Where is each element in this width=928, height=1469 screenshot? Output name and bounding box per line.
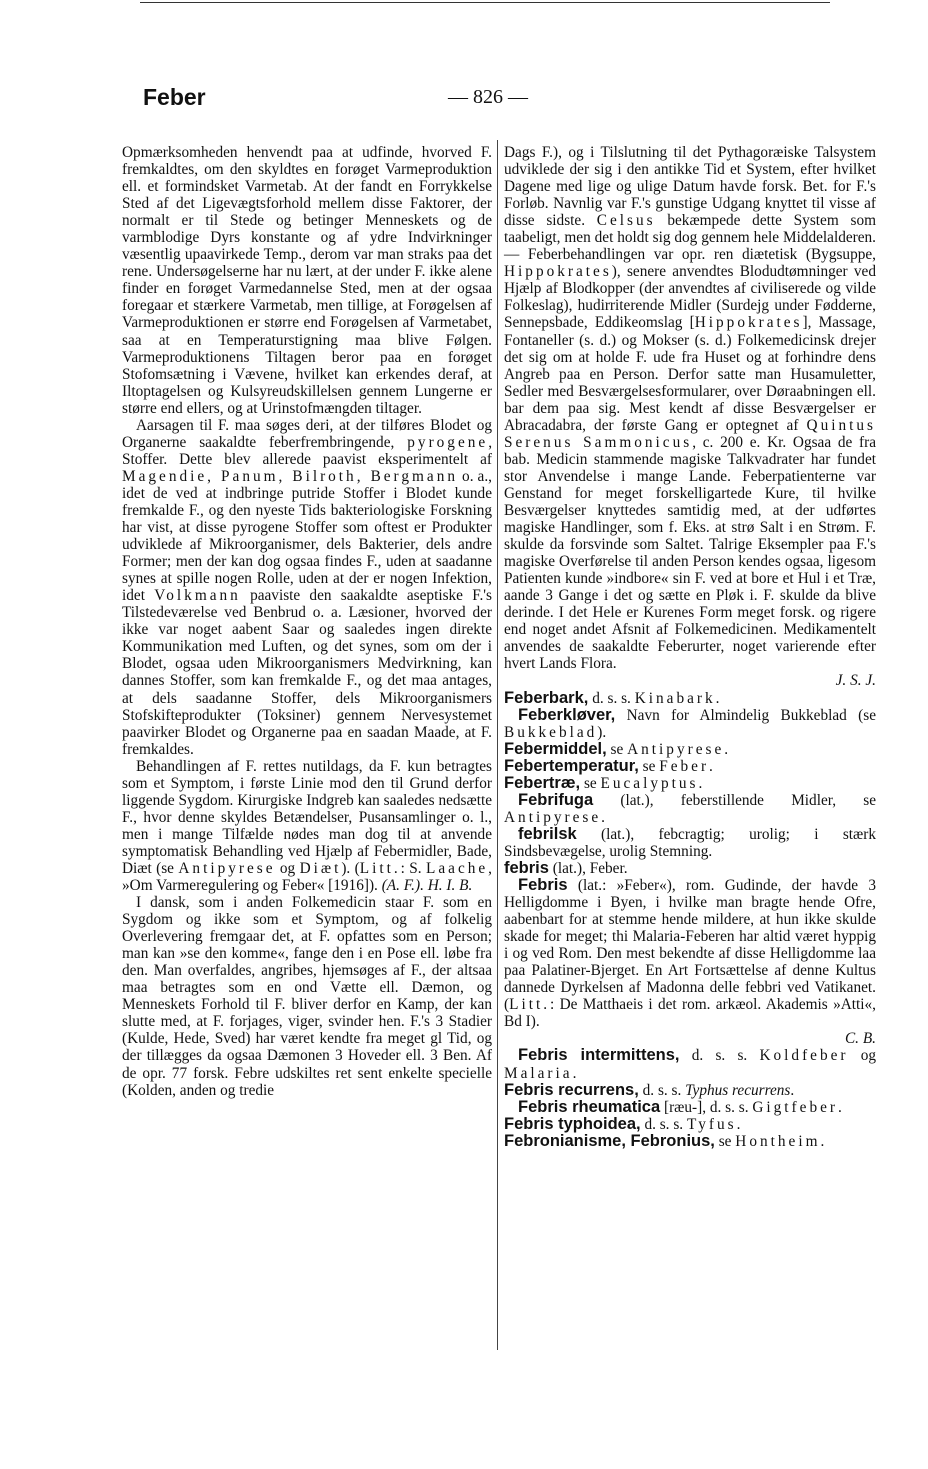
header-rule [140, 2, 830, 3]
cross-reference[interactable]: Koldfeber [759, 1047, 849, 1065]
page-number: — 826 — [448, 86, 528, 108]
entry-febris-intermittens: Febris intermittens, d. s. s. Koldfeber og Malaria. [504, 1046, 877, 1082]
author-signature: J. S. J. [835, 672, 876, 690]
cross-reference[interactable]: Kinabark [634, 689, 716, 707]
left-column [122, 144, 492, 1099]
cross-reference[interactable]: Feber [659, 757, 710, 775]
running-headword: Feber [143, 84, 206, 110]
paragraph: Opmærksomheden henvendt paa at udfinde, hvorved F. fremkaldtes, om den skyldtes en forøget Varmeproduktion ell. et formindsket Varmetab. At der fandt en Forrykkelse Sted af det Ligevægtsforhold mellem disse Faktorer, der normalt er til Stede og betinger Menneskets og de varmblodige Dyrs konstante og af ydre Indvirkninger væsentlig upaavirkede Temp., derom var man straks paa det rene. Undersøgelserne har nu lært, at der under F. ikke alene finder en forøget Varmedannelse Sted, men at der ogsaa foregaar et stærkere Varmetab, men tillige, at Forøgelsen af Varmeproduktionen er større end Forøgelsen af Varmetabet, saa at en Temperaturstigning maa blive Følgen. Varmeproduktionens Tiltagen beror paa en forøget Stofomsætning i Vævene, hvilket kan erkendes deraf, at Iltoptagelsen og Kulsyreudskillelsen gennem Lungerne er større end ellers, og at Urinstofmængden tiltager. [122, 144, 492, 417]
entry-febermiddel: Febermiddel, se Antipyrese. [504, 739, 729, 758]
entry-febris-recurrens: Febris recurrens, d. s. s. Typhus recurrens. [504, 1080, 795, 1099]
entry-febertemperatur: Febertemperatur, se Feber. [504, 756, 713, 775]
cross-reference[interactable]: Tyfus [686, 1115, 737, 1133]
entry-febris-lowercase: febris (lat.), Feber. [504, 858, 628, 877]
entry-febris-goddess: Febris (lat.: »Feber«), rom. Gudinde, der havde 3 Helligdomme i Byen, i hvilke man bragte hende Ofre, aabenbart for at stemme hende mildere, at hun ikke skulde skade for meget; thi Malaria-Feberen har altid været hyppig i og ved Rom. Den mest bekendte af disse Helligdomme laa paa Palatiner-Bjerget. En Art Fortsættelse af denne Kultus dannede Dyrkelsen af Madonna delle febbri ved Vatikanet. (Litt.: De Matthaeis i det rom. arkæol. Akademis »Atti«, Bd I). [504, 876, 876, 1031]
paragraph: Aarsagen til F. maa søges deri, at der tilføres Blodet og Organerne saakaldte feberfrembringende, pyrogene, Stoffer. Dette blev allerede paavist eksperimentelt af Magendie, Panum, Bilroth, Bergmann o. a., idet de ved at indbringe putride Stoffer i Blodet kunde fremkalde F., og den nyeste Tids bakteriologiske Forskning har vist, at disse pyrogene Stoffer som oftest er Produkter udviklede af Mikroorganismer, dels Bakterier, dels andre Former; men der kan dog ogsaa findes F., uden at saadanne synes at spille nogen Rolle, uden at der er nogen Infektion, idet Volkmann paaviste den saakaldte aseptiske F.'s Tilstedeværelse ved Benbrud o. a. Læsioner, hvorved der ikke var noget aabent Saar og saaledes ingen direkte Kommunikation med Luften, og det synes, som om der i Blodet, ogsaa uden Mikroorganismers Medvirkning, kan dannes Stoffer, som kan fremkalde F., og det maa antages, at dels saadanne Stoffer, dels Mikroorganismers Stofskifteprodukter (Toksiner) gennem Nervesystemet paavirker Blodet og Organerne paa en saadan Maade, at F. fremkaldes. [122, 416, 493, 758]
cross-reference[interactable]: Malaria [504, 1064, 573, 1082]
entry-febrilsk: febrilsk (lat.), febcragtig; urolig; i stærk Sindsbevægelse, urolig Stemning. [504, 824, 876, 860]
entry-febrifuga: Febrifuga (lat.), feberstillende Midler, se Antipyrese. [504, 790, 876, 826]
author-signature: C. B. [844, 1030, 876, 1048]
author-signature: (A. F.). H. I. B. [381, 877, 473, 895]
cross-reference[interactable]: Eucalyptus [600, 774, 699, 792]
entry-febertrae: Febertræ, se Eucalyptus. [504, 773, 703, 792]
entry-febris-rheumatica: Febris rheumatica [ræu-], d. s. s. Gigtfeber. [518, 1097, 842, 1116]
cross-reference[interactable]: Antipyrese [627, 740, 725, 758]
entry-febris-typhoidea: Febris typhoidea, d. s. s. Tyfus. [504, 1114, 741, 1133]
cross-reference[interactable]: Bukkeblad [504, 723, 598, 741]
right-column [504, 144, 876, 1150]
entry-feberklover: Feberkløver, Navn for Almindelig Bukkeblad (se Bukkeblad). [504, 705, 876, 741]
cross-reference[interactable]: Hontheim [735, 1132, 821, 1150]
paragraph: Behandlingen af F. rettes nutildags, da F. kun betragtes som et Symptom, i første Linie mod den til Grund derfor liggende Sygdom. Kirurgiske Indgreb kan saaledes nedsætte F., hvor denne skyldes Betændelser, Pusansamlinger o. l., men i mange Tilfælde nødes man dog til at anvende symptomatisk Behandling ved Hjælp af Febermidler, Bade, Diæt (se Antipyrese og Diæt). (Litt.: S. Laache, »Om Varmeregulering og Feber« [1916]). (A. F.). H. I. B. [122, 757, 492, 895]
column-divider [497, 140, 498, 1350]
paragraph: I dansk, som i anden Folkemedicin staar F. som en Sygdom og ikke som et Symptom, og af folkelig Overlevering fremgaar det, at F. opfattes som en Person; man kan »se den komme«, fange den i en Pose ell. løbe fra den. Man overfaldes, angribes, hjemsøges af F., der altsaa maa betragtes som en ond Vætte ell. Dæmon, og Menneskets Forhold til F. bliver derfor en Kamp, der kan slutte med, at F. forjages, viger, svinder hen. F.'s 3 Stadier (Kulde, Hede, Sved) har været kendte fra meget gl Tid, og der tillægges da ogsaa Dæmonen 3 Hoveder ell. 3 Ben. Af de opr. 77 forsk. Febre udskiltes ret sent enkelte specielle (Kolden, anden og tredie [122, 894, 492, 1099]
paragraph: Dags F.), og i Tilslutning til det Pythagoræiske Talsystem udviklede der sig i den antikke Tid et System, efter hvilket Dagene med lige og ulige Datum havde forsk. Bet. for F.'s Forløb. Navnlig var F.'s gunstige Udgang knyttet til visse af disse sidste. Celsus bekæmpede dette System som taabeligt, men det holdt sig dog gennem hele Middelalderen. — Feberbehandlingen var opr. ren diætetisk (Bygsuppe, Hippokrates), senere anvendtes Blodudtømninger ved Hjælp af Blodkopper (der anvendtes af civiliserede og vilde Folkeslag), hudirriterende Midler (Surdejg under Fødderne, Sennepsbade, Eddikeomslag [Hippokrates], Massage, Fontaneller (s. d.) og Mokser (s. d.) Folkemedicinsk drejer det sig om at holde F. ude fra Huset og at forhindre dens Angreb paa en Person. Derfor satte man Husamuletter, Sedler med Besværgelsesformularer, over Døraabningen ell. bar dem paa sig. Mest kendt af disse Besværgelser er Abracadabra, der første Gang er optegnet af Quintus Serenus Sammonicus, c. 200 e. Kr. Ogsaa de fra bab. Medicin stammende magiske Talkvadrater har fundet stor Anvendelse i mange Lande. Feberpatienterne var Genstand for meget forskelligartede Kure, til hvilke Besværgelser knyttedes samtidig med, at der udførtes magiske Handlinger, som f. Eks. at strø Salt i en Strøm. F. skulde da forsvinde som Saltet. Talrige Eksempler paa F.'s magiske Overførelse til anden Person kendes ogsaa, ligesom Patienten kunde »indbore« sin F. ved at bore et Hul i et Træ, aande 3 Gange i det og sætte en Pløk i. F. skulde da blive derinde. I det Hele er Kurenes Form meget forsk. og rigere end noget andet Afsnit af Folkemedicinen. Medikamentelt anvendes de saakaldte Feberurter, noget varierende efter hvert Lands Flora. [504, 144, 876, 673]
entry-febronianisme: Febronianisme, Febronius, se Hontheim. [504, 1131, 825, 1150]
cross-reference[interactable]: Gigtfeber [752, 1098, 838, 1116]
entry-feberbark: Feberbark, d. s. s. Kinabark. [504, 688, 720, 707]
dictionary-entries [504, 690, 876, 1150]
cross-reference[interactable]: Antipyrese [504, 808, 602, 826]
